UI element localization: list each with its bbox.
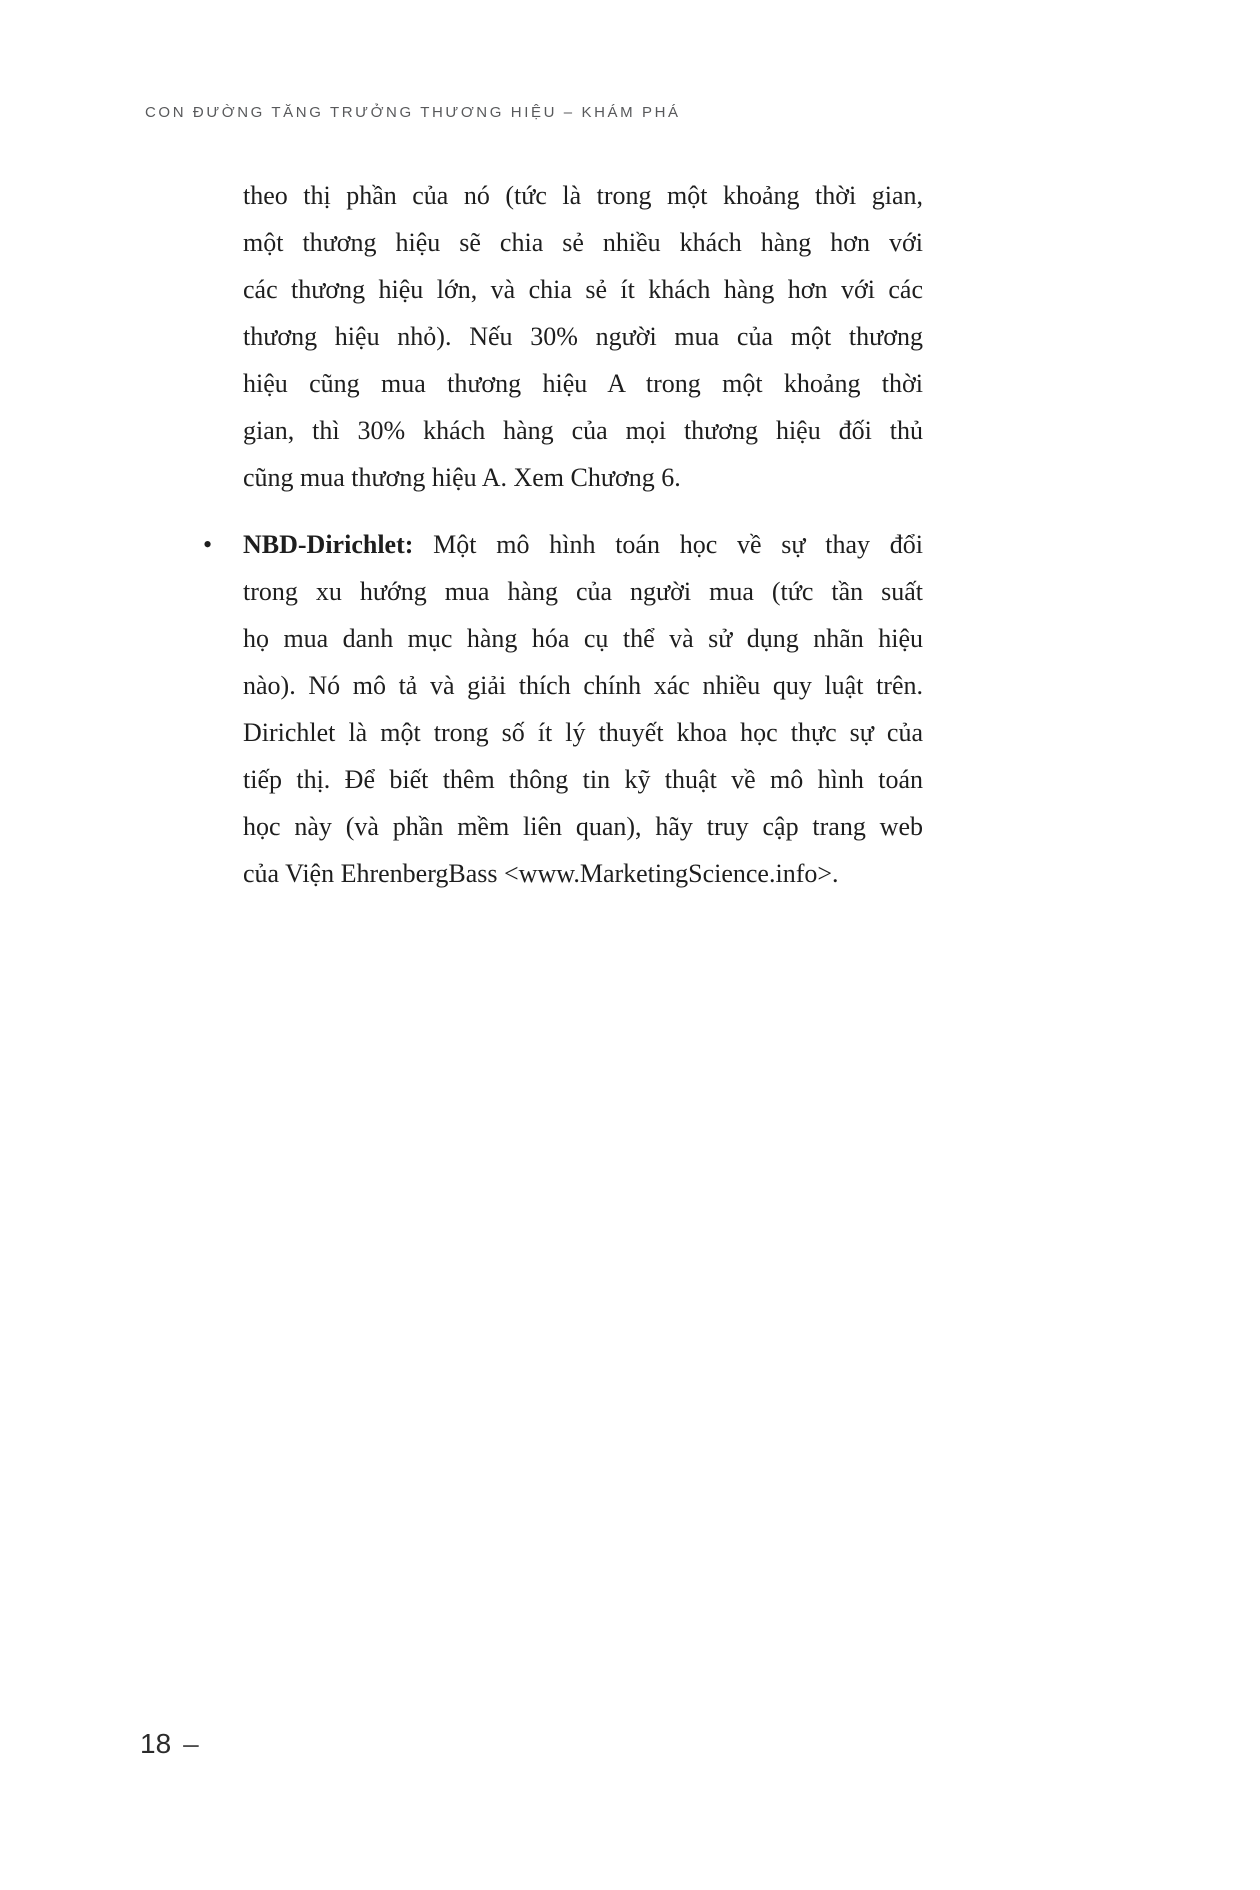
text-line: một thương hiệu sẽ chia sẻ nhiều khách hàng hơn với bbox=[243, 228, 923, 257]
text-line: cũng mua thương hiệu A. Xem Chương 6. bbox=[243, 463, 681, 492]
text-line: Dirichlet là một trong số ít lý thuyết khoa học thực sự của bbox=[243, 718, 923, 747]
paragraph-continuation bbox=[243, 172, 923, 501]
text-line: của Viện EhrenbergBass <www.MarketingScience.info>. bbox=[243, 859, 839, 888]
text-line: theo thị phần của nó (tức là trong một khoảng thời gian, bbox=[243, 181, 923, 210]
text-line: các thương hiệu lớn, và chia sẻ ít khách hàng hơn với các bbox=[243, 275, 923, 304]
running-header: CON ĐƯỜNG TĂNG TRƯỞNG THƯƠNG HIỆU – KHÁM PHÁ bbox=[145, 104, 681, 121]
text-line: học này (và phần mềm liên quan), hãy truy cập trang web bbox=[243, 812, 923, 841]
text-line bbox=[243, 521, 923, 568]
text-line: họ mua danh mục hàng hóa cụ thể và sử dụng nhãn hiệu bbox=[243, 624, 923, 653]
bullet-term: NBD-Dirichlet: bbox=[243, 530, 414, 559]
text-line-rest: Một mô hình toán học về sự thay đổi bbox=[413, 530, 923, 559]
bullet-text bbox=[243, 521, 923, 897]
text-line: nào). Nó mô tả và giải thích chính xác nhiều quy luật trên. bbox=[243, 671, 923, 700]
page-body bbox=[203, 172, 923, 897]
bullet-item-nbd-dirichlet bbox=[203, 521, 923, 897]
page-number-footer bbox=[140, 1728, 199, 1760]
text-line: gian, thì 30% khách hàng của mọi thương hiệu đối thủ bbox=[243, 416, 923, 445]
text-line: hiệu cũng mua thương hiệu A trong một khoảng thời bbox=[243, 369, 923, 398]
text-line: trong xu hướng mua hàng của người mua (tức tần suất bbox=[243, 577, 923, 606]
folio-dash: – bbox=[183, 1728, 199, 1759]
text-line: thương hiệu nhỏ). Nếu 30% người mua của một thương bbox=[243, 322, 923, 351]
text-line: tiếp thị. Để biết thêm thông tin kỹ thuật về mô hình toán bbox=[243, 765, 923, 794]
bullet-icon: • bbox=[203, 530, 213, 559]
page-number: 18 bbox=[140, 1728, 172, 1759]
